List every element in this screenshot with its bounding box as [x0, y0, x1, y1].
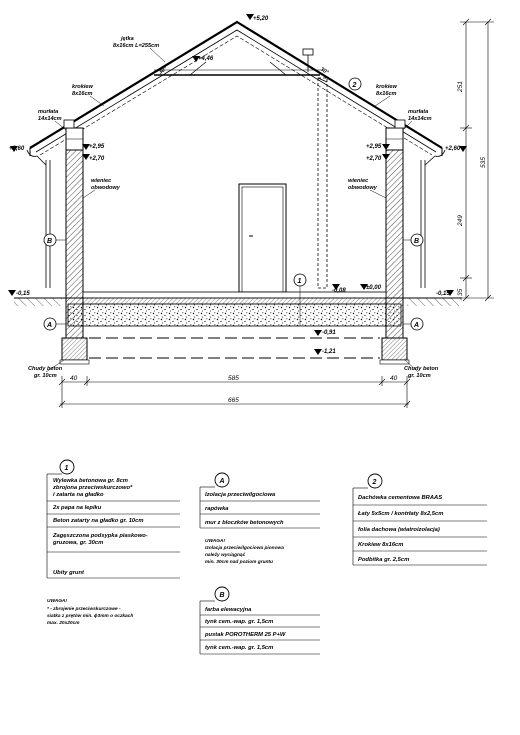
level-ridge: +5,20 [253, 16, 269, 22]
left-wall [66, 128, 83, 298]
level-ground-left: -0,15 [16, 291, 30, 297]
legend-2-row-4: Podbitka gr. 2,5cm [358, 557, 410, 563]
dim-horizontal-right: 40 [390, 375, 398, 382]
label-ring-beam-right: wieniec [348, 178, 369, 184]
legend-B [200, 587, 320, 654]
marker-B-left: B [47, 238, 53, 245]
vent-pipe [303, 49, 327, 288]
label-rafter-right-size: 8x16cm [376, 91, 397, 97]
marker-1: 1 [297, 278, 302, 285]
label-rafter-left-size: 8x16cm [72, 91, 93, 97]
label-lean-concrete-right-2: gr. 10cm [408, 373, 431, 379]
legend-A-note-title: UWAGA! [205, 539, 225, 544]
legend-A-tag: A [219, 478, 225, 485]
right-wall [386, 128, 403, 298]
legend-2-row-2: folia dachowa (wiatroizolacja) [358, 527, 440, 533]
legend-1-row-1: zbrojona przeciwskurczowo* [53, 485, 133, 491]
floor-slab [68, 292, 401, 326]
marker-B-right: B [414, 238, 420, 245]
marker-2: 2 [352, 82, 357, 89]
label-ring-beam-right-2: obwodowy [348, 185, 377, 191]
legend-A-note-1: należy wyciągnąć [205, 553, 246, 558]
label-lean-concrete-right: Chudy beton [404, 366, 439, 372]
level-ground-right: -0,15 [436, 291, 450, 297]
marker-A-left: A [47, 322, 53, 329]
vertical-dimensions [460, 19, 494, 301]
legend-1-row-3: 2x papa na lepiku [53, 505, 102, 511]
level-foundation-1: -0,91 [322, 330, 336, 336]
level-ceiling-right: +2,70 [366, 156, 382, 162]
legend-1-note-2: max. 20x20cm [47, 621, 80, 626]
legend-1-row-4: Beton zatarty na gładko gr. 10cm [53, 518, 144, 524]
label-ring-beam-left-2: obwodowy [91, 185, 120, 191]
label-lean-concrete-left-2: gr. 10cm [34, 373, 57, 379]
legend-B-row-2: pustak POROTHERM 25 P+W [205, 632, 286, 638]
legend-B-row-0: farba elewacyjna [205, 607, 252, 613]
label-rafter-right: krokiew [376, 84, 397, 90]
gutters [27, 150, 445, 288]
element-labels [28, 36, 439, 379]
legend-1-note-title: UWAGA! [47, 599, 67, 604]
legend-A [200, 473, 320, 565]
legend-1-row-5: Zagęszczona podsypka piaskowo- [53, 533, 148, 539]
label-wall-plate-right: murłata [408, 109, 429, 115]
legend-1-note-0: * - zbrojenie przeciwskurczowe - [47, 607, 121, 612]
legend-1-row-0: Wylewka betonowa gr. 8cm [53, 478, 128, 484]
dim-horizontal-mid: 585 [228, 375, 239, 382]
right-wall-plate [395, 120, 405, 128]
level-floor: ±0,00 [366, 285, 381, 291]
dim-horizontal-total: 665 [228, 397, 239, 404]
label-wall-plate-left: murłata [38, 109, 59, 115]
legend-2 [353, 474, 487, 565]
dim-vertical-mid: 249 [457, 215, 464, 226]
legend-2-row-3: Krokiew 8x16cm [358, 542, 404, 548]
legend-B-tag: B [219, 592, 225, 599]
legend-1-note-1: siatka z prętów min. ϕ3mm o oczkach [47, 614, 134, 619]
marker-A-right: A [414, 322, 420, 329]
door [239, 184, 286, 292]
roof-rafter-line [40, 36, 432, 155]
label-wall-plate-left-size: 14x14cm [38, 116, 62, 122]
legend-B-row-3: tynk cem.-wap. gr. 1,5cm [205, 645, 274, 651]
label-roof-angle-right: 30° [318, 66, 330, 77]
legend-B-row-1: tynk cem.-wap. gr. 1,5cm [205, 619, 274, 625]
level-collar: +4,46 [198, 56, 214, 62]
dim-vertical-top: 251 [457, 81, 464, 92]
legend-1 [47, 460, 180, 626]
dim-vertical-total: 535 [480, 157, 487, 168]
level-eaves-left: +2,60 [9, 146, 25, 152]
legend-A-note-0: Izolacja przeciwilgociowa pionowa [205, 546, 284, 551]
legend-A-note-2: min. 30cm nad poziom gruntu [205, 560, 273, 565]
legend-1-row-7: Ubity grunt [53, 570, 84, 576]
level-ceiling-left: +2,70 [89, 156, 105, 162]
label-ring-beam-left: wieniec [91, 178, 112, 184]
legend-1-row-2: i zatarta na gładko [53, 492, 104, 498]
legend-2-row-0: Dachówka cementowa BRAAS [358, 495, 443, 501]
label-collar-beam: jętka [121, 36, 134, 42]
label-rafter-left: krokiew [72, 84, 93, 90]
label-roof-angle-left: 30° [157, 66, 169, 76]
legend-1-row-6: gruzowa, gr. 30cm [53, 540, 104, 546]
walls [64, 120, 405, 298]
dimension-labels [70, 81, 487, 404]
dim-vertical-bottom: 35 [457, 288, 464, 296]
legend-2-tag: 2 [372, 479, 377, 486]
label-lean-concrete-left: Chudy beton [28, 366, 63, 372]
level-eaves-right: +2,60 [445, 146, 461, 152]
level-wallplate-right: +2,95 [366, 144, 382, 150]
legend-2-row-1: Łaty 5x5cm / kontrłaty 8x2,5cm [358, 511, 444, 517]
left-wall-plate [64, 120, 74, 128]
legend-A-row-0: Izolacja przeciwilgociowa [205, 492, 276, 498]
level-wallplate-left: +2,95 [89, 144, 105, 150]
dim-horizontal-left: 40 [70, 375, 78, 382]
legend-A-row-1: rapówka [205, 506, 229, 512]
legend-1-tag: 1 [64, 465, 69, 472]
label-wall-plate-right-size: 14x14cm [408, 116, 432, 122]
level-foundation-2: -1,21 [322, 349, 336, 355]
level-floor-inner: -0,08 [332, 288, 346, 294]
label-collar-beam-size: 8x16cm L=255cm [113, 43, 160, 49]
legend-A-row-2: mur z bloczków betonowych [205, 520, 284, 526]
